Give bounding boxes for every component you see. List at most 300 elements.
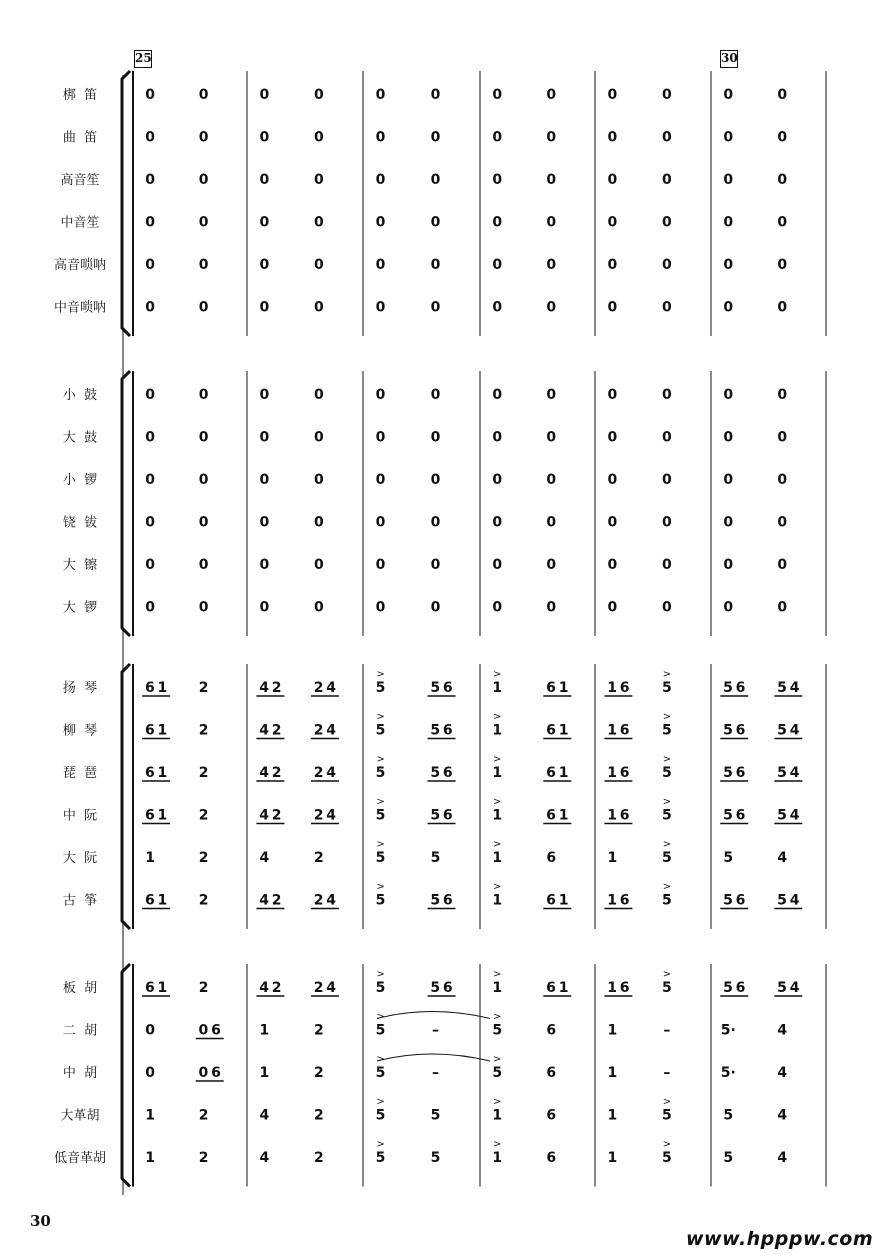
- note-group: 0: [259, 599, 270, 616]
- note-group: 2 4: [313, 765, 337, 781]
- measure-number-25: 25: [134, 50, 152, 68]
- note-group: 0: [314, 429, 324, 446]
- note-group: 2: [314, 850, 324, 866]
- note-group: 0: [546, 514, 557, 531]
- note-group: 0: [430, 257, 441, 273]
- note-group: 0: [492, 172, 503, 188]
- note-group: –: [432, 1065, 440, 1081]
- accent-mark: >: [662, 796, 672, 808]
- note-group: 0: [259, 387, 270, 403]
- instrument-label: 中 胡: [62, 1066, 98, 1081]
- note-group: 0: [198, 472, 209, 488]
- note-group: 1: [145, 1150, 155, 1166]
- note-group: 0: [546, 87, 557, 103]
- note-group: 5: [375, 722, 386, 739]
- note-group: 6 1: [546, 980, 569, 996]
- note-group: 5: [723, 850, 734, 866]
- accent-mark: >: [662, 669, 672, 680]
- note-group: 5: [375, 765, 386, 781]
- accent-mark: >: [662, 839, 672, 850]
- note-group: 1 6: [607, 680, 630, 696]
- note-group: 0: [314, 299, 324, 316]
- note-group: 5: [662, 722, 672, 739]
- note-group: 5 6: [430, 807, 453, 824]
- note-group: 0: [145, 1065, 155, 1081]
- note-group: 0: [145, 557, 155, 573]
- note-group: 0: [607, 599, 618, 616]
- note-group: 0: [314, 172, 324, 188]
- note-group: 5: [375, 1107, 386, 1124]
- note-group: 5·: [720, 1022, 736, 1039]
- note-group: 0: [777, 599, 788, 616]
- note-group: 5: [375, 1150, 386, 1166]
- note-group: 0: [145, 299, 155, 316]
- note-group: 0: [259, 257, 270, 273]
- note-group: 0: [198, 557, 209, 573]
- note-group: 0: [662, 472, 672, 488]
- instrument-label: 扬 琴: [62, 681, 98, 696]
- note-group: 5 6: [723, 980, 746, 996]
- note-group: 1: [492, 807, 503, 824]
- instrument-label: 低音革胡: [53, 1151, 107, 1166]
- note-group: 0: [145, 1022, 155, 1039]
- instrument-label: 二 胡: [62, 1023, 98, 1039]
- note-group: 0: [375, 599, 386, 616]
- accent-mark: >: [493, 1054, 502, 1065]
- note-group: 0: [430, 129, 441, 146]
- note-group: 0: [259, 87, 270, 103]
- instrument-label: 中音唢呐: [53, 300, 107, 316]
- note-group: 0: [259, 129, 270, 146]
- note-group: 0: [259, 214, 270, 231]
- note-group: 0: [198, 214, 209, 231]
- note-group: 2: [314, 1065, 324, 1081]
- note-group: 1: [607, 1107, 618, 1124]
- note-group: 6 1: [144, 807, 168, 824]
- instrument-label: 大 锣: [62, 600, 98, 616]
- note-group: 5 6: [723, 892, 746, 909]
- note-group: 6: [546, 1065, 557, 1081]
- note-group: 0: [723, 214, 734, 231]
- note-group: 1: [492, 892, 503, 909]
- note-group: 4: [777, 850, 788, 866]
- instrument-label: 铙 钹: [62, 515, 98, 531]
- note-group: 2: [198, 850, 209, 866]
- note-group: 0: [607, 129, 618, 146]
- accent-mark: >: [662, 754, 672, 765]
- note-group: 6 1: [546, 807, 569, 824]
- note-group: 0: [777, 472, 788, 488]
- note-group: 5 4: [777, 892, 800, 909]
- note-group: 5: [662, 1107, 672, 1124]
- accent-mark: >: [493, 669, 502, 680]
- note-group: 0: [546, 129, 557, 146]
- note-group: 0: [723, 429, 734, 446]
- instrument-label: 中 阮: [62, 808, 98, 824]
- system-bracket: [122, 964, 130, 1187]
- note-group: 1: [607, 1065, 618, 1081]
- note-group: 0: [662, 557, 672, 573]
- note-group: 0: [607, 429, 618, 446]
- instrument-label: 曲 笛: [62, 130, 98, 146]
- note-group: 4: [777, 1022, 788, 1039]
- note-group: 5 6: [723, 680, 746, 696]
- note-group: 0: [492, 257, 503, 273]
- note-group: 0: [662, 599, 672, 616]
- note-group: 5: [662, 892, 672, 909]
- note-group: 0: [607, 557, 618, 573]
- note-group: 0: [375, 257, 386, 273]
- note-group: 2 4: [313, 980, 337, 996]
- note-group: 0: [314, 214, 324, 231]
- note-group: 6: [546, 1107, 557, 1124]
- note-group: 0: [777, 299, 788, 316]
- note-group: 5: [662, 680, 672, 696]
- system-bracket: [122, 71, 130, 336]
- note-group: 5: [492, 1022, 503, 1039]
- note-group: 2: [198, 680, 209, 696]
- note-group: 0 6: [198, 1065, 221, 1081]
- note-group: 6 1: [144, 892, 168, 909]
- accent-mark: >: [376, 1011, 385, 1023]
- note-group: 0: [492, 472, 503, 488]
- accent-mark: >: [376, 1139, 385, 1150]
- note-group: 0: [314, 599, 324, 616]
- note-group: 5 4: [777, 807, 800, 824]
- note-group: 4 2: [259, 980, 282, 996]
- note-group: 0: [546, 599, 557, 616]
- note-group: 5: [375, 892, 386, 909]
- note-group: 0: [662, 429, 672, 446]
- note-group: 1: [607, 1150, 618, 1166]
- instrument-label: 高音笙: [60, 173, 100, 188]
- note-group: 1: [145, 1107, 155, 1124]
- note-group: 0: [777, 257, 788, 273]
- note-group: 5: [662, 980, 672, 996]
- note-group: 6: [546, 1150, 557, 1166]
- note-group: 0: [546, 429, 557, 446]
- note-group: 0: [314, 257, 324, 273]
- note-group: 0: [546, 387, 557, 403]
- note-group: 0: [492, 429, 503, 446]
- instrument-label: 小 鼓: [62, 388, 98, 403]
- note-group: 0: [259, 472, 270, 488]
- note-group: 4: [777, 1107, 788, 1124]
- note-group: 2 4: [313, 807, 337, 824]
- note-group: 5 4: [777, 680, 800, 696]
- note-group: 0: [492, 599, 503, 616]
- instrument-label: 柳 琴: [62, 723, 98, 739]
- note-group: 0: [259, 557, 270, 573]
- accent-mark: >: [493, 796, 502, 808]
- note-group: 0: [314, 514, 324, 531]
- note-group: 0: [375, 429, 386, 446]
- note-group: 0: [607, 514, 618, 531]
- note-group: 2 4: [313, 892, 337, 909]
- note-group: 5: [375, 850, 386, 866]
- instrument-label: 大 镲: [62, 558, 98, 573]
- note-group: 5: [723, 1107, 734, 1124]
- accent-mark: >: [662, 1139, 672, 1150]
- note-group: 0: [723, 87, 734, 103]
- note-group: 0: [777, 514, 788, 531]
- note-group: 0: [145, 257, 155, 273]
- note-group: 1: [607, 850, 618, 866]
- accent-mark: >: [662, 1096, 672, 1108]
- note-group: 0: [198, 257, 209, 273]
- note-group: 0: [546, 214, 557, 231]
- instrument-label: 梆 笛: [62, 88, 98, 103]
- note-group: 4: [777, 1150, 788, 1166]
- note-group: –: [663, 1022, 671, 1039]
- note-group: 0: [314, 557, 324, 573]
- note-group: 0: [492, 214, 503, 231]
- note-group: 0: [662, 129, 672, 146]
- note-group: 0: [723, 472, 734, 488]
- note-group: 1 6: [607, 892, 630, 909]
- note-group: 5 4: [777, 980, 800, 996]
- note-group: 1: [259, 1065, 270, 1081]
- note-group: 1 6: [607, 807, 630, 824]
- page-number: 30: [30, 1212, 51, 1230]
- note-group: 0 6: [198, 1022, 221, 1039]
- note-group: 0: [314, 387, 324, 403]
- note-group: 0: [777, 129, 788, 146]
- accent-mark: >: [376, 669, 385, 680]
- note-group: 1: [492, 680, 503, 696]
- instrument-label: 琵 琶: [62, 766, 98, 781]
- note-group: 5 6: [430, 722, 453, 739]
- note-group: 6 1: [546, 680, 569, 696]
- note-group: 2 4: [313, 680, 337, 696]
- note-group: 0: [145, 387, 155, 403]
- note-group: 0: [430, 557, 441, 573]
- note-group: 0: [145, 472, 155, 488]
- note-group: 5 4: [777, 765, 800, 781]
- note-group: 5 6: [430, 680, 453, 696]
- note-group: 5 4: [777, 722, 800, 739]
- note-group: 5: [375, 980, 386, 996]
- note-group: 0: [375, 87, 386, 103]
- note-group: 5·: [720, 1065, 736, 1081]
- note-group: 0: [145, 429, 155, 446]
- note-group: 0: [145, 172, 155, 188]
- note-group: 0: [777, 172, 788, 188]
- note-group: 0: [430, 214, 441, 231]
- note-group: 1: [607, 1022, 618, 1039]
- note-group: 4: [259, 850, 270, 866]
- note-group: 0: [492, 557, 503, 573]
- note-group: 0: [430, 172, 441, 188]
- note-group: 0: [375, 172, 386, 188]
- accent-mark: >: [376, 1096, 385, 1108]
- note-group: –: [663, 1065, 671, 1081]
- note-group: 0: [430, 514, 441, 531]
- note-group: 0: [723, 599, 734, 616]
- note-group: 1: [259, 1022, 270, 1039]
- note-group: 0: [198, 129, 209, 146]
- accent-mark: >: [493, 969, 502, 980]
- note-group: 0: [430, 599, 441, 616]
- accent-mark: >: [376, 796, 385, 808]
- note-group: 4 2: [259, 892, 282, 909]
- note-group: 5: [375, 1065, 386, 1081]
- note-group: 0: [198, 599, 209, 616]
- note-group: 5: [662, 1150, 672, 1166]
- note-group: 5: [662, 850, 672, 866]
- measure-number-30: 30: [720, 50, 738, 68]
- note-group: 2: [198, 980, 209, 996]
- note-group: 4: [259, 1150, 270, 1166]
- note-group: 0: [430, 299, 441, 316]
- note-group: 2: [314, 1022, 324, 1039]
- note-group: 2: [198, 1107, 209, 1124]
- note-group: 0: [430, 472, 441, 488]
- accent-mark: >: [376, 754, 385, 765]
- accent-mark: >: [662, 711, 672, 723]
- accent-mark: >: [662, 881, 672, 893]
- note-group: 4: [259, 1107, 270, 1124]
- system-bracket: [122, 371, 130, 636]
- note-group: 0: [375, 299, 386, 316]
- accent-mark: >: [376, 969, 385, 980]
- note-group: 1 6: [607, 722, 630, 739]
- note-group: 0: [430, 87, 441, 103]
- note-group: 0: [259, 514, 270, 531]
- note-group: 0: [723, 299, 734, 316]
- note-group: 0: [375, 214, 386, 231]
- note-group: 4 2: [259, 680, 282, 696]
- note-group: 0: [662, 214, 672, 231]
- note-group: 4 2: [259, 765, 282, 781]
- note-group: 0: [375, 514, 386, 531]
- note-group: 5: [662, 807, 672, 824]
- note-group: 0: [492, 514, 503, 531]
- note-group: 0: [662, 172, 672, 188]
- note-group: 0: [723, 172, 734, 188]
- accent-mark: >: [493, 1011, 502, 1023]
- note-group: 0: [546, 299, 557, 316]
- accent-mark: >: [662, 969, 672, 980]
- note-group: 0: [198, 387, 209, 403]
- note-group: 0: [492, 387, 503, 403]
- note-group: 5: [375, 680, 386, 696]
- note-group: 0: [723, 514, 734, 531]
- note-group: 0: [145, 514, 155, 531]
- note-group: 0: [314, 87, 324, 103]
- accent-mark: >: [493, 711, 502, 723]
- note-group: 0: [546, 172, 557, 188]
- note-group: 0: [607, 299, 618, 316]
- accent-mark: >: [376, 881, 385, 893]
- note-group: 6: [546, 1022, 557, 1039]
- note-group: 0: [198, 299, 209, 316]
- note-group: 5: [375, 807, 386, 824]
- note-group: 0: [662, 387, 672, 403]
- note-group: 0: [723, 387, 734, 403]
- note-group: 1 6: [607, 980, 630, 996]
- note-group: 0: [662, 87, 672, 103]
- instrument-label: 中音笙: [60, 215, 100, 231]
- note-group: –: [432, 1022, 440, 1039]
- note-group: 1: [492, 980, 503, 996]
- note-group: 5: [430, 1107, 441, 1124]
- instrument-label: 小 锣: [62, 473, 98, 488]
- note-group: 5: [662, 765, 672, 781]
- note-group: 0: [607, 257, 618, 273]
- note-group: 5 6: [430, 892, 453, 909]
- note-group: 0: [723, 257, 734, 273]
- note-group: 1: [492, 1150, 503, 1166]
- note-group: 2: [198, 807, 209, 824]
- note-group: 5: [492, 1065, 503, 1081]
- accent-mark: >: [376, 839, 385, 850]
- note-group: 5: [723, 1150, 734, 1166]
- note-group: 0: [492, 87, 503, 103]
- note-group: 1 6: [607, 765, 630, 781]
- note-group: 2: [198, 892, 209, 909]
- note-group: 5 6: [723, 765, 746, 781]
- note-group: 0: [607, 172, 618, 188]
- note-group: 6 1: [546, 892, 569, 909]
- accent-mark: >: [376, 711, 385, 723]
- note-group: 0: [375, 557, 386, 573]
- note-group: 0: [662, 257, 672, 273]
- note-group: 6 1: [144, 722, 168, 739]
- instrument-label: 大 阮: [62, 851, 98, 866]
- instrument-label: 板 胡: [62, 981, 98, 996]
- note-group: 0: [607, 387, 618, 403]
- note-group: 4 2: [259, 807, 282, 824]
- note-group: 0: [607, 87, 618, 103]
- note-group: 6 1: [144, 680, 168, 696]
- note-group: 0: [375, 129, 386, 146]
- note-group: 4 2: [259, 722, 282, 739]
- note-group: 0: [145, 87, 155, 103]
- note-group: 0: [662, 514, 672, 531]
- instrument-label: 古 筝: [62, 893, 98, 909]
- note-group: 6 1: [144, 980, 168, 996]
- note-group: 0: [198, 429, 209, 446]
- note-group: 0: [662, 299, 672, 316]
- note-group: 0: [723, 557, 734, 573]
- tie-arc: [377, 1054, 490, 1061]
- note-group: 0: [607, 214, 618, 231]
- note-group: 1: [492, 850, 503, 866]
- note-group: 0: [607, 472, 618, 488]
- note-group: 0: [546, 472, 557, 488]
- note-group: 0: [145, 599, 155, 616]
- note-group: 5 6: [430, 765, 453, 781]
- note-group: 1: [492, 765, 503, 781]
- accent-mark: >: [493, 1096, 502, 1108]
- note-group: 0: [198, 514, 209, 531]
- accent-mark: >: [493, 1139, 502, 1150]
- watermark: www.hpppw.com: [686, 1228, 874, 1250]
- note-group: 0: [777, 87, 788, 103]
- note-group: 0: [375, 387, 386, 403]
- note-group: 6 1: [546, 722, 569, 739]
- note-group: 0: [314, 129, 324, 146]
- note-group: 2: [198, 765, 209, 781]
- note-group: 2: [198, 722, 209, 739]
- note-group: 0: [430, 387, 441, 403]
- note-group: 0: [723, 129, 734, 146]
- note-group: 4: [777, 1065, 788, 1081]
- note-group: 1: [492, 1107, 503, 1124]
- note-group: 5: [430, 850, 441, 866]
- note-group: 0: [375, 472, 386, 488]
